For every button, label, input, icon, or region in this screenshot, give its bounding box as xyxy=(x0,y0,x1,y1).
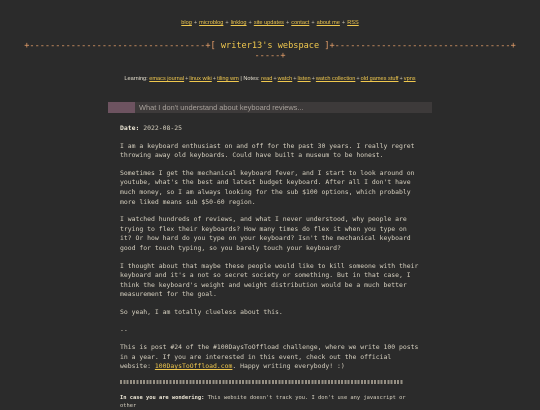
challenge-paragraph xyxy=(120,343,420,372)
nav-link-blog[interactable]: blog xyxy=(181,20,192,26)
notes-link-read[interactable]: read xyxy=(261,76,273,82)
post-paragraph: I thought about that maybe these people would like to kill someone with their keyboard and it's a not so secret society or something. But in that case, I think the keyboard's weight and weight distribution would be a much better measurement for the goal. xyxy=(120,261,419,299)
link-separator: + xyxy=(399,76,403,82)
challenge-website-link[interactable]: 100DaysToOffload.com xyxy=(154,362,233,371)
learning-label: Learning: xyxy=(124,76,148,82)
banner-line xyxy=(0,41,540,51)
nav-link-rss[interactable]: RSS xyxy=(347,20,359,26)
post-date: 2022-08-25 xyxy=(143,124,183,132)
notes-link-watch-collection[interactable]: watch collection xyxy=(315,76,356,82)
nav-link-contact[interactable]: contact xyxy=(291,20,310,26)
link-separator: + xyxy=(293,76,297,82)
nav-link-linklog[interactable]: linklog xyxy=(230,20,247,26)
nav-separator: + xyxy=(225,20,229,26)
post-separator: -- xyxy=(120,325,128,334)
post-paragraph: Sometimes I get the mechanical keyboard fever, and I start to look around on youtube, what's the best and latest budget keyboard. After all I don't have much money, so I am always looking for the sub $100 options, which probably more liked means sub $50-60 region. xyxy=(120,168,415,206)
nav-separator: + xyxy=(311,20,315,26)
notes-link-vpns[interactable]: vpns xyxy=(403,76,416,82)
link-separator: + xyxy=(273,76,277,82)
nav-link-microblog[interactable]: microblog xyxy=(199,20,224,26)
nav-link-site-updates[interactable]: site updates xyxy=(253,20,284,26)
tracking-notice-label: In case you are wondering: xyxy=(120,394,205,401)
notes-link-listen[interactable]: listen xyxy=(297,76,311,82)
date-label: Date: xyxy=(120,124,140,132)
post-paragraph: So yeah, I am totally clueless about this. xyxy=(120,307,283,316)
banner-right-rule: ]+----------------------------------+ xyxy=(319,41,516,51)
notes-link-watch[interactable]: watch xyxy=(277,76,293,82)
post-date-line xyxy=(120,124,420,134)
post-title: What I don't understand about keyboard reviews... xyxy=(139,103,304,112)
post-content xyxy=(120,124,420,410)
tracking-notice xyxy=(120,394,420,410)
post-paragraph: I am a keyboard enthusiast on and off for the past 30 years. I really regret throwing away old keyboards. Could have built a museum to be honest. xyxy=(120,141,415,160)
link-separator: + xyxy=(356,76,360,82)
learning-notes-bar xyxy=(105,75,435,84)
nav-separator: + xyxy=(285,20,290,26)
banner-second-rule: -----+ xyxy=(254,51,286,61)
link-separator: + xyxy=(212,76,217,82)
tracking-notice-text: This website doesn't track you. I don't use any javascript or other xyxy=(120,394,406,409)
post-title-bar xyxy=(108,102,432,113)
banner-left-rule: +----------------------------------+[ xyxy=(24,41,221,51)
nav-separator: + xyxy=(341,20,346,26)
nav-separator: + xyxy=(248,20,252,26)
challenge-text: This is post #24 of the #100DaysToOffload challenge, where we write 100 posts in a year. If you are interested in this event, check out the official website: xyxy=(120,343,419,371)
notes-label: | Notes: xyxy=(240,76,260,82)
nav-link-about-me[interactable]: about me xyxy=(316,20,340,26)
learning-link-linux-wiki[interactable]: linux wiki xyxy=(189,76,212,82)
link-separator: + xyxy=(311,76,315,82)
nav-separator: + xyxy=(193,20,198,26)
link-separator: + xyxy=(185,76,189,82)
title-accent-block xyxy=(108,102,135,113)
post-paragraph: I watched hundreds of reviews, and what I never understood, why people are trying to flex their keyboards? How many times do flex it when you type on it? Or how hard do you type on your keyboard? Isn't the mechanical keyboard good for touch typing, so you barely touch your keyboard? xyxy=(120,215,411,252)
site-title: writer13's webspace xyxy=(220,41,320,51)
learning-link-emacs-journal[interactable]: emacs journal xyxy=(149,76,185,82)
dotted-divider xyxy=(120,380,404,384)
challenge-text-end: . Happy writing everybody! :) xyxy=(232,362,345,371)
notes-link-old-games-stuff[interactable]: old games stuff xyxy=(360,76,399,82)
learning-link-tiling-wm[interactable]: tiling wm xyxy=(217,76,239,82)
site-banner xyxy=(0,41,540,61)
top-navigation xyxy=(0,0,540,27)
